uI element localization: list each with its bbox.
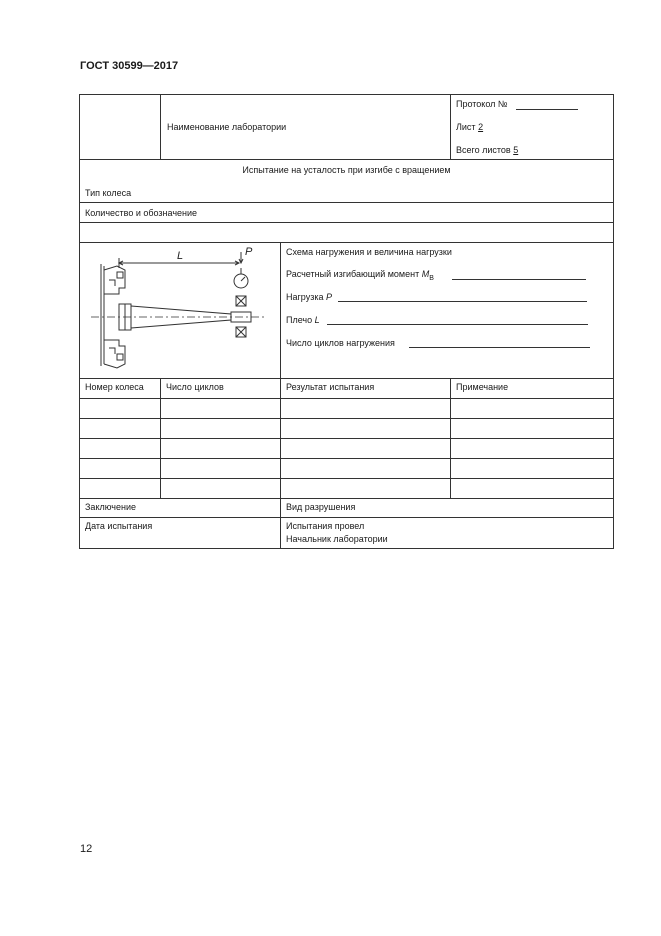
load-label: Нагрузка P — [286, 292, 332, 302]
label-P: P — [245, 246, 253, 258]
cycles-field[interactable] — [409, 347, 590, 348]
fracture-type-label: Вид разрушения — [286, 502, 356, 512]
document-code: ГОСТ 30599—2017 — [80, 60, 179, 72]
page-number: 12 — [80, 843, 93, 855]
col-header-note: Примечание — [456, 382, 509, 392]
wheel-type-label: Тип колеса — [85, 188, 132, 198]
sheet-label: Лист 2 — [456, 122, 484, 132]
divider — [79, 159, 614, 160]
arm-label: Плечо L — [286, 315, 320, 325]
col-header-result: Результат испытания — [286, 382, 375, 392]
quantity-label: Количество и обозначение — [85, 208, 198, 218]
lab-head-label: Начальник лаборатории — [286, 534, 388, 544]
divider — [79, 202, 614, 203]
divider — [79, 242, 614, 243]
lab-name-label: Наименование лаборатории — [167, 122, 287, 132]
divider — [160, 94, 161, 159]
test-title: Испытание на усталость при изгибе с вращением — [242, 165, 451, 175]
loading-scheme-drawing — [89, 244, 277, 376]
moment-field[interactable] — [452, 279, 586, 280]
table-row[interactable] — [79, 418, 614, 419]
table-row[interactable] — [79, 438, 614, 439]
table-row[interactable] — [79, 458, 614, 459]
divider — [79, 222, 614, 223]
total-sheets-label: Всего листов 5 — [456, 145, 519, 155]
scheme-title: Схема нагружения и величина нагрузки — [286, 247, 452, 257]
table-row[interactable] — [79, 398, 614, 399]
divider — [280, 378, 281, 549]
divider — [79, 517, 614, 518]
divider — [79, 498, 614, 499]
divider — [280, 242, 281, 378]
total-sheets-value: 5 — [513, 145, 519, 155]
load-field[interactable] — [338, 301, 587, 302]
tested-by-label: Испытания провел — [286, 521, 365, 531]
col-header-wheel-number: Номер колеса — [85, 382, 144, 392]
protocol-number-field[interactable] — [516, 109, 578, 110]
moment-label: Расчетный изгибающий момент $M_B$ — [286, 269, 434, 282]
test-protocol-form — [79, 94, 614, 549]
col-header-cycles: Число циклов — [166, 382, 224, 392]
test-date-label: Дата испытания — [85, 521, 153, 531]
conclusion-label: Заключение — [85, 502, 136, 512]
protocol-label: Протокол № — [456, 99, 508, 109]
divider — [450, 94, 451, 159]
cycles-label: Число циклов нагружения — [286, 338, 395, 348]
table-row[interactable] — [79, 478, 614, 479]
sheet-value: 2 — [478, 122, 484, 132]
label-L: L — [177, 250, 184, 262]
arm-field[interactable] — [327, 324, 588, 325]
